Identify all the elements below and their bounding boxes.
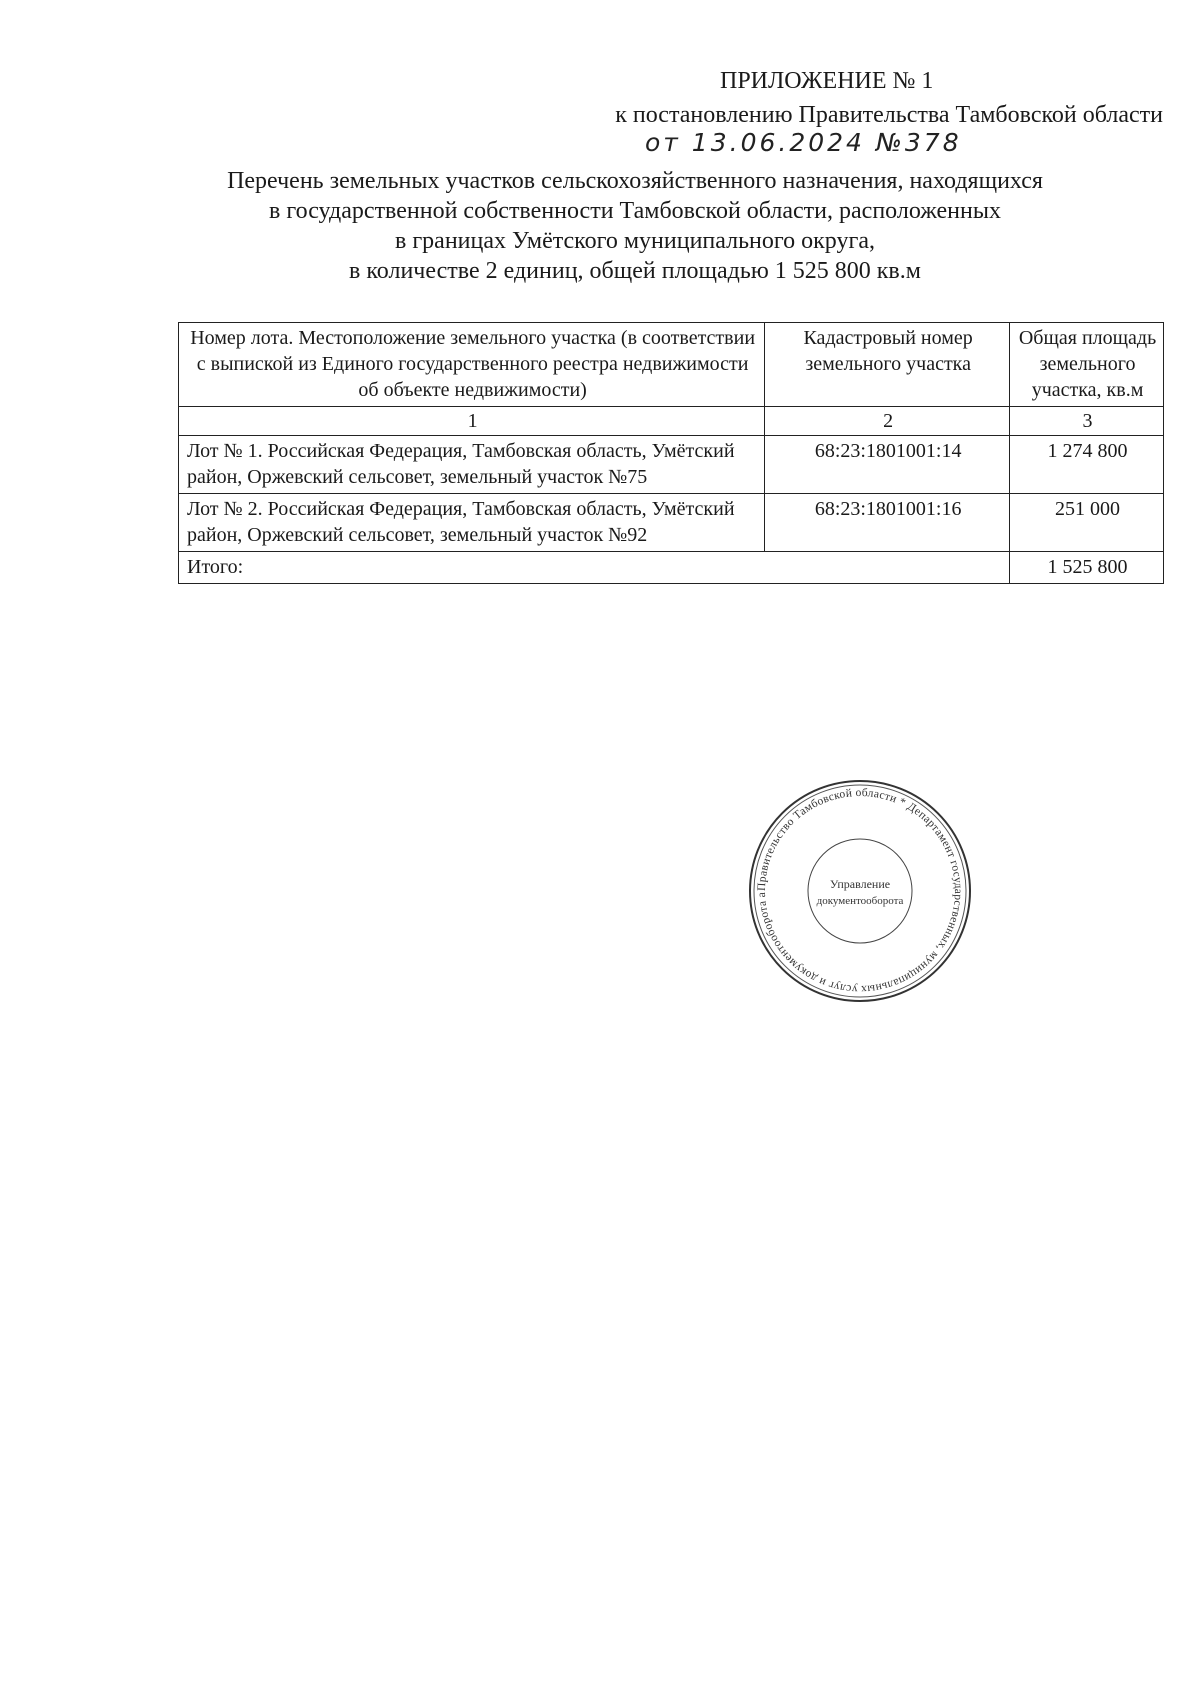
official-stamp	[746, 777, 974, 1005]
table-header-row	[179, 323, 1164, 407]
col-number-3: 3	[1010, 407, 1164, 436]
col-number-2: 2	[765, 407, 1010, 436]
handwritten-date-number: от 13.06.2024 №378	[645, 128, 962, 157]
heading-line-1: Перечень земельных участков сельскохозяйственного назначения, находящихся	[227, 168, 1043, 194]
column-numbers-row	[179, 407, 1164, 436]
total-label: Итого:	[179, 552, 1010, 584]
stamp-center-line-2: документооборота	[816, 895, 904, 907]
lot-area: 1 274 800	[1010, 436, 1164, 494]
table-row	[179, 436, 1164, 494]
lot-area: 251 000	[1010, 494, 1164, 552]
lots-table	[178, 322, 1164, 584]
header-location: Номер лота. Местоположение земельного участка (в соответствии с выпиской из Единого государственного реестра недвижимости об объекте недвижимости)	[179, 323, 765, 407]
heading-line-2: в государственной собственности Тамбовской области, расположенных	[269, 198, 1001, 224]
lot-cadastral-number: 68:23:1801001:16	[765, 494, 1010, 552]
table-row	[179, 494, 1164, 552]
total-row	[179, 552, 1164, 584]
header-cadastral: Кадастровый номер земельного участка	[765, 323, 1010, 407]
lot-cadastral-number: 68:23:1801001:14	[765, 436, 1010, 494]
lot-location: Лот № 2. Российская Федерация, Тамбовская область, Умётский район, Оржевский сельсовет, земельный участок №92	[179, 494, 765, 552]
document-heading	[100, 166, 1170, 286]
header-area: Общая площадь земельного участка, кв.м	[1010, 323, 1164, 407]
heading-line-3: в границах Умётского муниципального округа,	[395, 228, 875, 254]
lot-location: Лот № 1. Российская Федерация, Тамбовская область, Умётский район, Оржевский сельсовет, земельный участок №75	[179, 436, 765, 494]
appendix-title: ПРИЛОЖЕНИЕ № 1	[720, 68, 934, 94]
stamp-center-line-1: Управление	[829, 877, 891, 891]
appendix-reference: к постановлению Правительства Тамбовской области	[615, 102, 1163, 128]
stamp-seal-icon	[746, 777, 974, 1005]
stamp-outer-text: Правительство Тамбовской области * Департамент государственных, муниципальных услуг и документооборота а	[755, 786, 965, 996]
heading-line-4: в количестве 2 единиц, общей площадью 1 525 800 кв.м	[349, 258, 921, 284]
col-number-1: 1	[179, 407, 765, 436]
total-value: 1 525 800	[1010, 552, 1164, 584]
